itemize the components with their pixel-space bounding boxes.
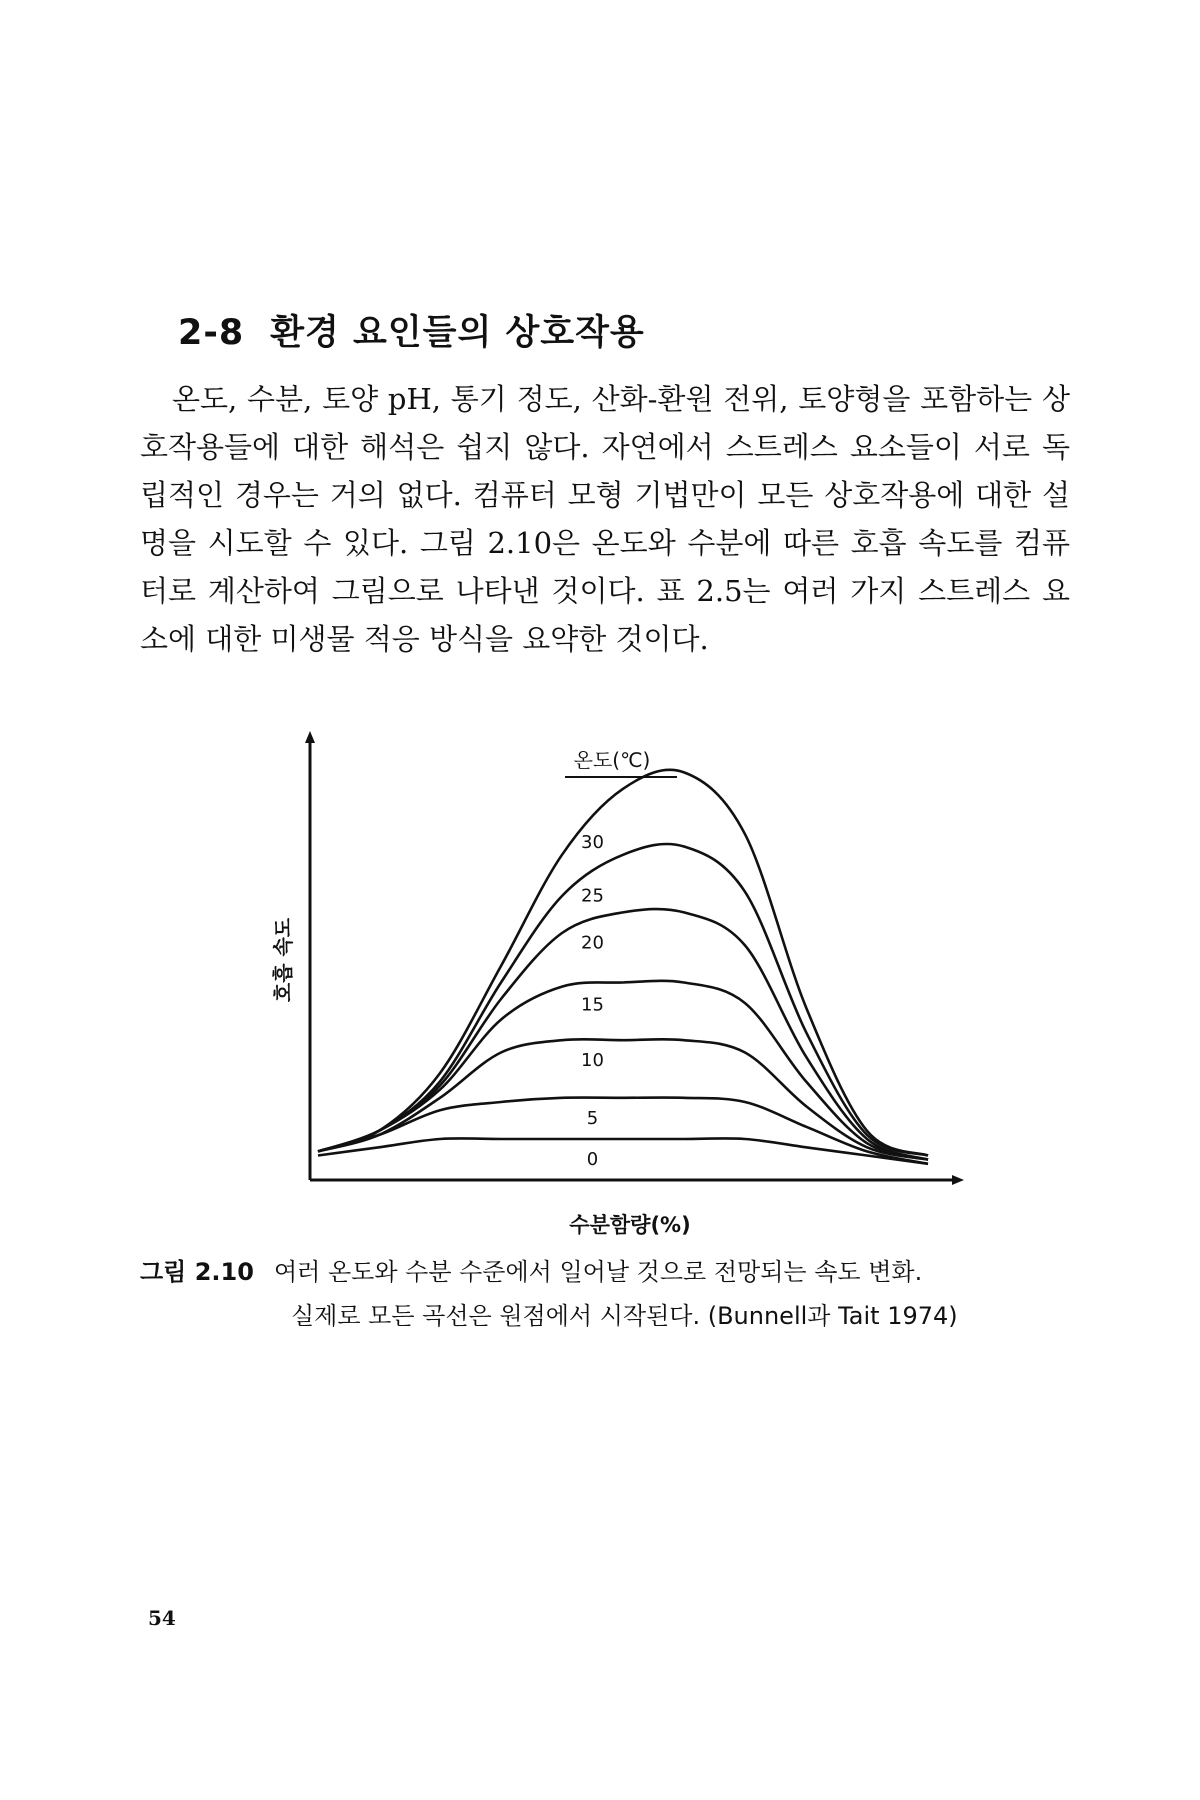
curve-label-5: 5 [586,1107,599,1129]
curve-label-15: 15 [581,994,604,1016]
curve-0c [318,1138,928,1163]
legend-title: 온도(℃) [573,748,651,772]
figure-caption-line-1 [140,1252,922,1287]
section-number: 2-8 [178,313,245,354]
figure-label: 그림 2.10 [140,1258,254,1286]
curve-label-10: 10 [581,1050,604,1072]
body-paragraph: 온도, 수분, 토양 pH, 통기 정도, 산화-환원 전위, 토양형을 포함하는 상호작용들에 대한 해석은 쉽지 않다. 자연에서 스트레스 요소들이 서로 독립적인 경우는 거의 없다. 컴퓨터 모형 기법만이 모든 상호작용에 대한 설명을 시도할 수 있다. 그림 2.10은 온도와 수분에 따른 호흡 속도를 컴퓨터로 계산하여 그림으로 나타낸 것이다. 표 2.5는 여러 가지 스트레스 요소에 대한 미생물 적응 방식을 요약한 것이다. [140,382,1070,656]
figure-caption-line-2: 실제로 모든 곡선은 원점에서 시작된다. (Bunnell과 Tait 1974) [291,1302,958,1330]
curve-label-30: 30 [581,831,604,853]
respiration-chart [0,710,1200,1250]
section-heading [178,305,645,355]
curve-label-20: 20 [581,932,604,954]
figure-2-10 [0,710,1200,1250]
caption-text-1: 여러 온도와 수분 수준에서 일어날 것으로 전망되는 속도 변화. [273,1258,923,1286]
curve-label-25: 25 [581,885,604,907]
section-title: 환경 요인들의 상호작용 [270,313,645,354]
curve-label-0: 0 [586,1149,599,1170]
page-number: 54 [148,1606,176,1630]
y-axis-label: 호흡 속도 [271,917,295,1003]
x-axis-label: 수분함량(%) [569,1213,691,1237]
curve-15c [318,981,928,1160]
